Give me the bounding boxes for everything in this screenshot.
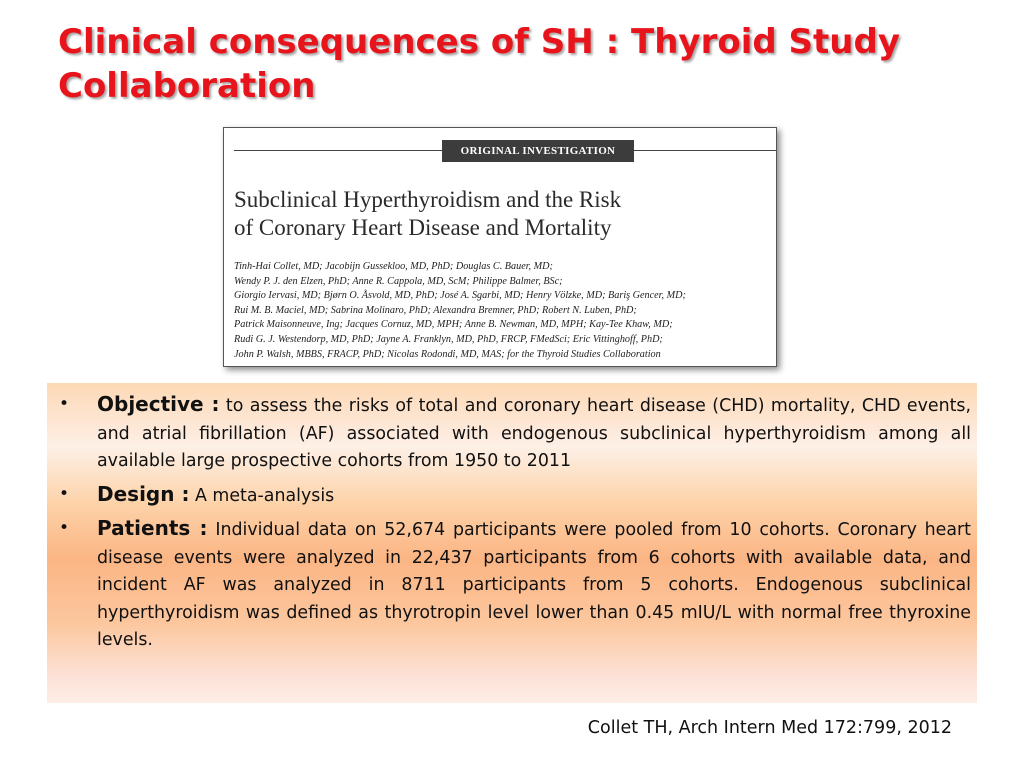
paper-author-line: Wendy P. J. den Elzen, PhD; Anne R. Cappola, MD, ScM; Philippe Balmer, BSc; <box>234 275 563 287</box>
paper-title-line-1: Subclinical Hyperthyroidism and the Risk <box>234 187 622 212</box>
bullet-label: Objective : <box>97 392 220 416</box>
bullet-text: A meta-analysis <box>189 485 335 506</box>
bullet-dot-icon: • <box>59 483 70 504</box>
slide-title: Clinical consequences of SH : Thyroid Study Collaboration <box>58 22 900 106</box>
paper-author-line: Giorgio Iervasi, MD; Bjørn O. Åsvold, MD, PhD; José A. Sgarbi, MD; Henry Völzke, MD; Bariş Gencer, MD; <box>234 290 686 302</box>
bullet-text: Individual data on 52,674 participants were pooled from 10 cohorts. Coronary heart disease events were analyzed in 22,437 participants from 6 cohorts with available data, and incident AF was analyzed in 8711 participants from 5 cohorts. Endogenous subclinical hyperthyroidism was defined as thyrotropin level lower than 0.45 mIU/L with normal free thyroxine levels. <box>97 520 972 650</box>
paper-header-image <box>223 127 777 367</box>
bullet-objective <box>47 391 977 476</box>
bullet-label: Patients : <box>97 516 208 540</box>
bullet-dot-icon: • <box>59 518 70 538</box>
bullet-text: to assess the risks of total and coronary heart disease (CHD) mortality, CHD events, and atrial fibrillation (AF) associated with endogenous subclinical hyperthyroidism among all available large prospective cohorts from 1950 to 2011 <box>97 396 972 471</box>
paper-title-line-2: of Coronary Heart Disease and Mortality <box>234 215 612 240</box>
bullet-list <box>47 391 977 660</box>
paper-author-line: Rui M. B. Maciel, MD; Sabrina Molinaro, PhD; Alexandra Bremner, PhD; Robert N. Luben, PhD; <box>234 304 637 316</box>
citation: Collet TH, Arch Intern Med 172:799, 2012 <box>587 718 952 738</box>
paper-author-list <box>234 260 774 362</box>
bullet-label: Design : <box>97 481 190 506</box>
paper-title <box>234 186 754 242</box>
bullet-design <box>47 481 977 511</box>
paper-author-line: Tinh-Hai Collet, MD; Jacobijn Gussekloo, MD, PhD; Douglas C. Bauer, MD; <box>234 261 553 272</box>
summary-box <box>47 383 977 703</box>
paper-author-line: Patrick Maisonneuve, Ing; Jacques Cornuz, MD, MPH; Anne B. Newman, MD, MPH; Kay-Tee Khaw, MD; <box>234 319 673 331</box>
bullet-dot-icon: • <box>59 394 70 414</box>
paper-author-line: Rudi G. J. Westendorp, MD, PhD; Jayne A. Franklyn, MD, PhD, FRCP, FMedSci; Eric Vittinghoff, PhD; <box>234 333 663 345</box>
bullet-patients <box>47 515 977 655</box>
paper-author-line: John P. Walsh, MBBS, FRACP, PhD; Nicolas Rodondi, MD, MAS; for the Thyroid Studies Collaboration <box>234 348 661 360</box>
paper-section-banner: ORIGINAL INVESTIGATION <box>442 140 634 162</box>
